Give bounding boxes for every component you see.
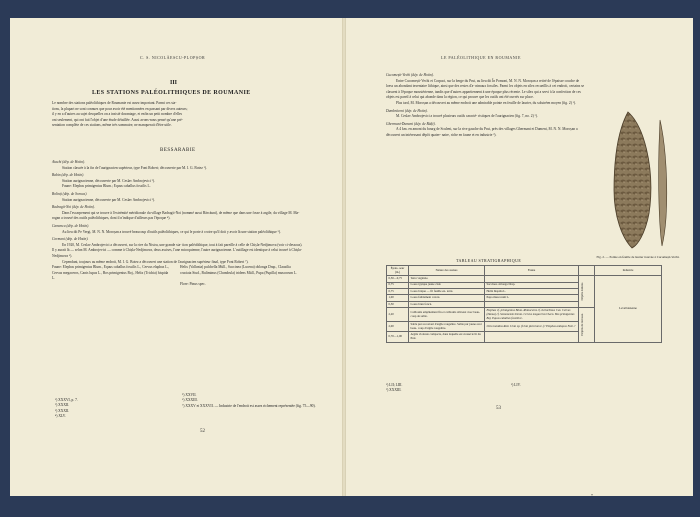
- cell-nature: Sable pur recouvert d'argile rougeâtre. Sable pur jaune avec beau- coup d'argile rougeâtre.: [409, 322, 485, 332]
- section-number: III: [170, 80, 178, 86]
- page-number: 53: [496, 406, 501, 411]
- side-label: Dépôts de terrasse.: [579, 313, 584, 337]
- cell-thickness: 1,00: [387, 295, 409, 301]
- entry-title: Babin (dép. de Hotin).: [52, 173, 85, 178]
- table-header-thickness: Épais- seur (m.): [387, 266, 409, 276]
- cell-fauna: Succinea oblonga Drap.: [485, 282, 579, 288]
- flora-line: Flore: Pinus spec.: [180, 281, 206, 286]
- intro-line: sentation complète de ces stations, même très sommaire, ne manquerait d'être utile.: [52, 123, 172, 128]
- page-mark: *: [591, 493, 593, 496]
- page-number: 52: [200, 429, 205, 434]
- cell-fauna: Unio tumidus Retz. Unio sp. (Unio pictorum L.)? Elephas antiquus Falc.?: [485, 322, 579, 332]
- entry-text: Dans l'escarpement qui se trouve à l'extrémité méridionale du village Badragii-Noi (nommé aussi Bărcăuni), de même que dans une fosse à argile, du village M. Ma- rogan a trouvé des outils paléolithiques, dont il n'indique d'ailleurs pas l'époque ⁴).: [52, 210, 300, 221]
- cell-nature: Terre végétale.: [409, 276, 485, 282]
- cell-nature: Cailloutis empâtement fin et cailloutis siliceux avec beau- coup de sable.: [409, 308, 485, 322]
- left-running-header: C. S. NICOLĂESCU-PLOPȘOR: [140, 55, 206, 60]
- table-header-row: [387, 266, 662, 276]
- footnote: ³) XXXII.: [55, 408, 70, 413]
- cell-thickness: 0,75: [387, 288, 409, 294]
- left-footnotes-col1: [55, 398, 78, 420]
- side-label: Dépôts éoliens.: [579, 282, 584, 301]
- cell-industry: Levalloisienne: [595, 276, 662, 342]
- footnote: ⁵) XXVII.: [182, 393, 197, 397]
- table-header-nature: Nature des assises: [409, 266, 485, 276]
- intro-paragraph: [52, 101, 302, 129]
- cell-nature: Loess faiblement coloré.: [409, 295, 485, 301]
- footnote: ⁶) XXXIII.: [182, 398, 198, 403]
- cell-fauna: Pupa muscorum L.: [485, 295, 579, 301]
- right-running-header: LE PALÉOLITHIQUE EN ROUMANIE: [441, 55, 521, 60]
- entry-text: Station classée à la fin de l'aurignacien supérieur, type Font Robert; découverte par M. I. G. Botez ¹).: [62, 165, 207, 170]
- table-header-blank: [579, 266, 595, 276]
- side-label-cell: [579, 276, 595, 308]
- intro-line: tions, la plupart ne sont connues que pour avoir été mentionnées en passant par divers auteurs;: [52, 106, 188, 111]
- cell-thickness: 0,30: [387, 301, 409, 307]
- fauna-list-continued: Helix (Vallonia) pulchella Müll., Succinea (Lucena) oblonga Drap., Clausilia cruciata Stud., Buliminus (Chondrula) tridens Müll., Pupa (Pupilla) muscorum L.: [180, 265, 297, 275]
- intro-line: il y en a d'autres au sujet desquelles on a insisté davantage, et enfin un petit nombre d'elles: [52, 112, 183, 117]
- entry-text: En 1920, M. Ceslav Ambrojevici a découvert, sur la rive du Nistru, une grande sta- tion paléolithique, tout à fait pareille à celle de Chișla-Nedjimova (voir ci-dessous). Il y aurait là — selon M. Ambrojevici — comme à Chișla-Nedjimova, deux assises, l'une micoquienne, l'autre aurignacienne. L'outillage est identique à celui trouvé à Chișla-Nedjimova ⁶).: [52, 242, 303, 258]
- footnote: ²) XXXIII.: [386, 388, 402, 393]
- cell-thickness: 2,20: [387, 308, 409, 322]
- footnote: ³) LIV.: [511, 383, 521, 387]
- entries-block: [52, 160, 304, 287]
- entry-title: Cormani (dép. de Hotin).: [52, 237, 89, 242]
- footnote: ¹) XXXVI, p. 7.: [55, 398, 78, 402]
- cell-thickness: 0,75: [387, 282, 409, 288]
- right-footnotes-col1: [386, 383, 402, 394]
- entry-title: Atachi (dép. de Hotin).: [52, 160, 86, 164]
- table-header-fauna: Faune: [485, 266, 579, 276]
- region-heading: BESSARABIE: [160, 148, 196, 153]
- right-page: [346, 18, 693, 496]
- footnote: ¹) LII; LIII.: [386, 383, 403, 387]
- entry-text: A 4 km. en amont du bourg de Sculeni, sur la rive gauche du Prut, près des villages Ghermani et Dumeni, M. N. N. Moroșan a découvert un intéressant dépôt quater- naire, riche en faune et en industrie ³).: [386, 127, 578, 137]
- section-title: LES STATIONS PALÉOLITHIQUES DE ROUMANIE: [92, 90, 251, 96]
- cell-thickness: 0,30—0,75: [387, 276, 409, 282]
- laurel-leaf-point-figure: [596, 106, 681, 251]
- right-body: [386, 73, 586, 139]
- table-header-industry: Industrie: [595, 266, 662, 276]
- intro-line: Le nombre des stations paléolithiques de Roumanie est assez important. Parmi ces sta-: [52, 101, 177, 105]
- side-label-cell: [579, 308, 595, 342]
- cell-fauna: Elephas cf. primigenius Blum. Rhinoceros cf. tichorhinus Cuv. Cervus (Dama) cf. Somonensis Desm. Cervus megaceros Owen. Bos primigenius Boj. Equus caballus fossilis L.: [485, 308, 579, 322]
- entry-title: Dumbrăveni (dép. de Hotin).: [386, 108, 428, 113]
- entry-text: Au lieu dit Pe Vergi, M. N. N. Moroșan a trouvé beaucoup d'outils paléolithiques, ce qui le porte à croire qu'il doit y avoir là une station paléolithique ⁵).: [62, 229, 281, 234]
- entry-text: Faune: Elephas primigenius Blum.; Equus caballus fossilis L.: [62, 184, 151, 189]
- cell-nature: Loess brun foncé.: [409, 301, 485, 307]
- entry-title: Bolinți (dép. de Soroca).: [52, 191, 88, 196]
- entry-title: Badragii-Noi (dép. de Hotin).: [52, 205, 95, 210]
- left-page: [10, 18, 343, 496]
- fauna-list: Faune: Elephas primigenius Blum., Equus caballus fossilis L., Cervus elaphus L., Cervus megaceros, Canis lupus L., Bos primigenius Boj., Helix (Trichia) hispida L.: [52, 265, 170, 281]
- table-title: TABLEAU STRATIGRAPHIQUE: [456, 258, 522, 263]
- entry-title: Ghermani-Dumeni (dép. de Bălți).: [386, 121, 436, 126]
- intro-line: ont seulement, qui ont fait l'objet d'une étude détaillée. Aussi avons-nous pensé qu'une pré-: [52, 117, 183, 122]
- footnote: ²) XXXII.: [55, 403, 70, 408]
- entry-text: Station aurignacienne, découverte par M. Ceslav Ambrojevici ²).: [62, 178, 155, 183]
- figure-caption: Fig. 2. — Pointe en feuille de laurier trouvée à Cucomești-Vechi.: [596, 255, 680, 259]
- entry-text: Plus tard, M. Moroșan a découvert au même endroit une admirable pointe en feuille de laurier, du solutréen moyen (fig. 2) ¹).: [396, 100, 576, 105]
- entry-text: M. Ceslav Ambrojevici a trouvé plusieurs outils caracté- ristiques de l'aurignacien (fig. 7, no. 2) ²).: [396, 114, 538, 119]
- entry-title: Cucomești-Vechi (dép. de Hotin).: [386, 73, 434, 77]
- cell-nature: Loess brique — fil feuille en- terré.: [409, 288, 485, 294]
- entry-title: Camenca (dép. de Hotin).: [52, 223, 90, 228]
- right-footnotes-col2: [511, 383, 521, 388]
- footnote: ⁴) XLV.: [55, 414, 66, 419]
- footnote: ⁷) XXXV et XXXVII. — Industrie de l'endroit est assez richement représentée (fig. 75—90).: [182, 403, 316, 408]
- entry-text: Station aurignacienne, découverte par M. Ceslav Ambrojevici ³).: [62, 197, 155, 202]
- cell-nature: Argile violacée compacte, dans laquelle est creusé le lit du Prut.: [409, 332, 485, 342]
- entry-text: Entre Cucomești-Vechi et Corpaci, sur la berge du Prut, au lieu dit În Pomoni, M. N. N. Moroșan a retiré de l'épaisse couche de loess un abondant inventaire lithique, ainsi que des restes d'a- nimaux fossiles. Parmi les objets en silex recueillis à cet endroit, certains se classent à l'époque moustérienne, tandis que d'autres appartiennent à une époque plus récente. Le silex qui a servi à la confection de ces objets est pareil à celui qui abonde dans la région, ce qui prouve que les outils ont été ouvrés sur place.: [386, 78, 585, 100]
- cell-fauna: [485, 332, 579, 342]
- cell-thickness: 0,70—1,00: [387, 332, 409, 342]
- cell-fauna: Helix hispida L.: [485, 288, 579, 294]
- left-footnotes-col2: [182, 393, 322, 409]
- stratigraphic-table: [386, 265, 662, 343]
- entry-text: Cependant, toujours au même endroit, M. I. G. Botez a découvert une station de l'aurignacien supérieur final, type Font Robert ⁷).: [62, 259, 249, 264]
- cell-thickness: 2,00: [387, 322, 409, 332]
- cell-nature: Loess typique jaune clair.: [409, 282, 485, 288]
